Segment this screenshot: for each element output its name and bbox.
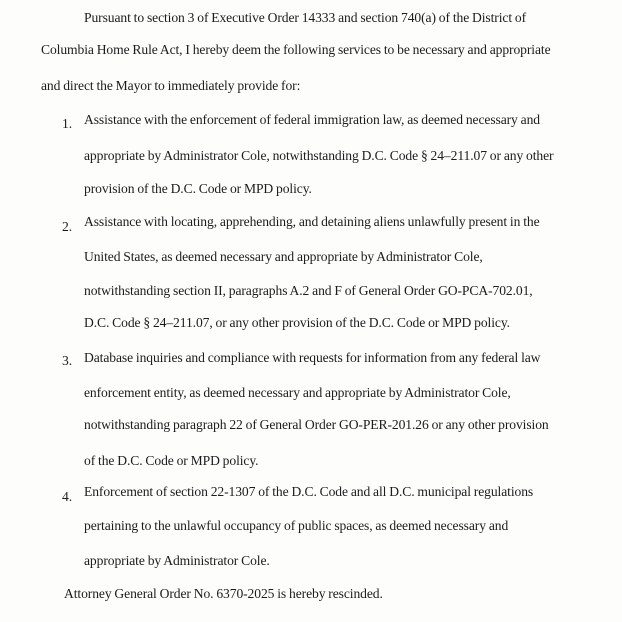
- list-item-line: notwithstanding section II, paragraphs A.2 and F of General Order GO-PCA-702.01,: [84, 283, 533, 298]
- list-item-number: 1.: [62, 116, 72, 131]
- closing-line: Attorney General Order No. 6370-2025 is hereby rescinded.: [64, 586, 383, 601]
- intro-line: and direct the Mayor to immediately provide for:: [41, 78, 301, 93]
- list-item-line: Database inquiries and compliance with requests for information from any federal law: [84, 350, 541, 365]
- list-item-line: notwithstanding paragraph 22 of General Order GO-PER-201.26 or any other provision: [84, 417, 549, 432]
- intro-line: Columbia Home Rule Act, I hereby deem the following services to be necessary and appropriate: [41, 42, 551, 57]
- list-item-number: 2.: [62, 219, 72, 234]
- list-item-line: appropriate by Administrator Cole, notwithstanding D.C. Code § 24–211.07 or any other: [84, 148, 554, 163]
- intro-line: Pursuant to section 3 of Executive Order 14333 and section 740(a) of the District of: [84, 10, 527, 25]
- list-item-line: Assistance with the enforcement of federal immigration law, as deemed necessary and: [84, 112, 540, 127]
- list-item-line: United States, as deemed necessary and appropriate by Administrator Cole,: [84, 249, 483, 264]
- list-item-line: D.C. Code § 24–211.07, or any other provision of the D.C. Code or MPD policy.: [84, 315, 510, 330]
- list-item-line: enforcement entity, as deemed necessary and appropriate by Administrator Cole,: [84, 385, 511, 400]
- list-item-number: 4.: [62, 489, 72, 504]
- list-item-line: provision of the D.C. Code or MPD policy.: [84, 181, 312, 196]
- list-item-number: 3.: [62, 353, 72, 368]
- list-item-line: appropriate by Administrator Cole.: [84, 553, 270, 568]
- list-item-line: of the D.C. Code or MPD policy.: [84, 453, 259, 468]
- list-item-line: Assistance with locating, apprehending, and detaining aliens unlawfully present in the: [84, 214, 540, 229]
- list-item-line: Enforcement of section 22-1307 of the D.C. Code and all D.C. municipal regulations: [84, 484, 534, 499]
- list-item-line: pertaining to the unlawful occupancy of public spaces, as deemed necessary and: [84, 518, 509, 533]
